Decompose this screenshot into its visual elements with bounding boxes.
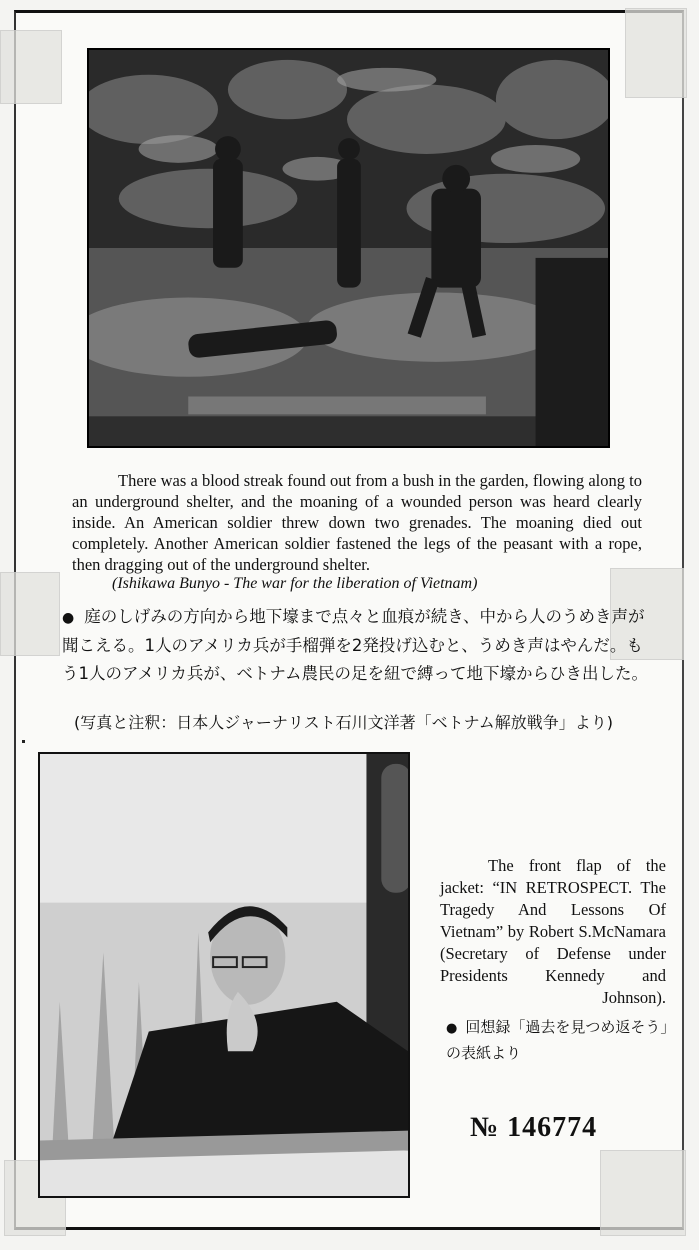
caption-english-source: (Ishikawa Bunyo - The war for the liberation of Vietnam) — [112, 575, 478, 592]
serial-number: № 146774 — [470, 1112, 598, 1143]
tape-mid-left — [0, 572, 60, 656]
book-flap-caption-japanese — [446, 1015, 668, 1065]
tape-top-right — [625, 8, 687, 98]
caption-english-text: There was a blood streak found out from a bush in the garden, flowing along to an underground shelter, and the moaning of a wounded person was heard clearly inside. An American soldier threw down two grenades. The moaning died out completely. Another American soldier fastened the legs of the peasant with a rope, then dragging out of the underground shelter. — [72, 471, 642, 574]
caption-japanese-source: (写真と注釈：日本人ジャーナリスト石川文洋著「ベトナム解放戦争」より) — [74, 713, 614, 732]
photo-caption-english — [72, 470, 642, 575]
photo-mcnamara-graphic — [40, 754, 408, 1196]
flap-japanese-text: 回想録「過去を見つめ返そう」の表紙より — [446, 1018, 668, 1062]
flap-english-text: The front flap of the jacket: “IN RETROSPECT. The Tragedy And Lessons Of Vietnam” by Robert S.McNamara (Secretary of Defense under Presidents Kennedy and Johnson). — [440, 856, 666, 1007]
photo-mcnamara — [38, 752, 410, 1198]
book-flap-caption-english — [440, 855, 666, 1009]
caption-japanese-text: 庭のしげみの方向から地下壕まで点々と血痕が続き、中から人のうめき声が聞こえる。1人のアメリカ兵が手榴弾を2発投げ込むと、うめき声はやんだ。もう1人のアメリカ兵が、ベトナム農民の足を紐で縛って地下壕からひき出した。 — [62, 607, 649, 683]
photo-soldiers — [87, 48, 610, 448]
bullet-icon: ● — [446, 1021, 458, 1036]
bullet-icon: ● — [62, 610, 75, 626]
tape-bottom-right — [600, 1150, 686, 1236]
tape-top-left — [0, 30, 62, 104]
speck — [22, 740, 25, 743]
photo-soldiers-graphic — [89, 50, 608, 446]
photo-caption-japanese — [62, 603, 652, 688]
